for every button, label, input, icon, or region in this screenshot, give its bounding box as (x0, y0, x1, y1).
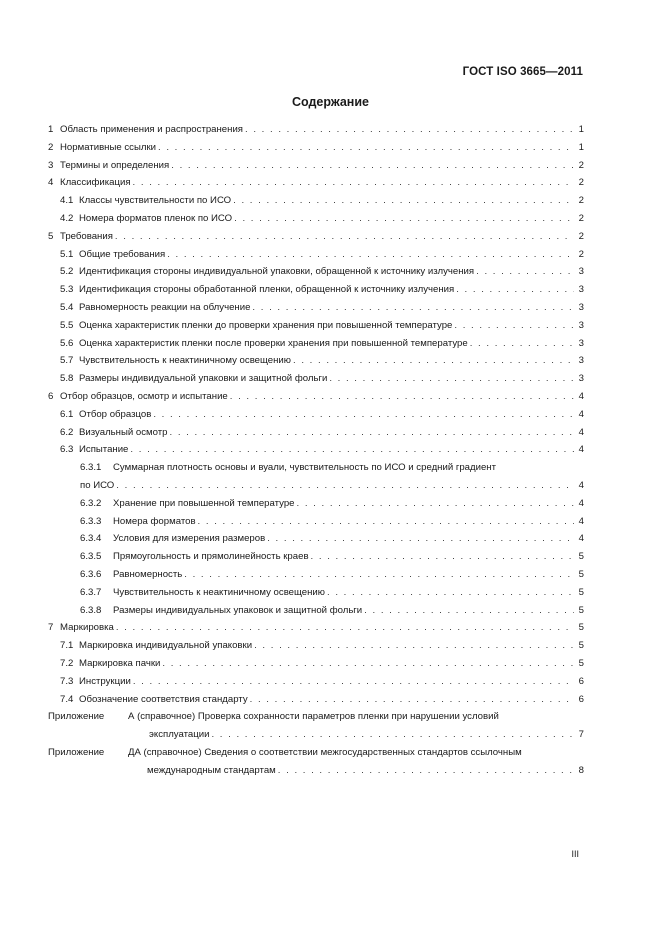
toc-num: 6.3.4 (80, 533, 102, 545)
toc-entry[interactable] (48, 406, 584, 424)
toc-entry[interactable] (48, 317, 584, 335)
toc-entry[interactable] (48, 548, 584, 566)
toc-entry[interactable] (48, 139, 584, 157)
toc-appendix-line2[interactable] (48, 726, 584, 744)
toc-entry[interactable] (48, 441, 584, 459)
toc-num: 5.8 (60, 373, 74, 385)
toc-text: Оценка характеристик пленки до проверки хранения при повышенной температуре (79, 319, 453, 331)
toc-page: 3 (578, 355, 584, 367)
toc-entry[interactable] (48, 584, 584, 602)
toc-leader (133, 174, 574, 192)
toc-appendix-line1[interactable] (48, 708, 584, 726)
toc-text: Классификация (60, 177, 131, 189)
toc-text: А (справочное) Проверка сохранности параметров пленки при нарушении условий (128, 711, 499, 723)
toc-entry[interactable] (48, 121, 584, 139)
toc-text-cont: по ИСО (80, 479, 115, 491)
toc-leader (169, 424, 574, 442)
toc-leader (167, 246, 574, 264)
toc-entry[interactable] (48, 246, 584, 264)
toc-page: 6 (578, 675, 584, 687)
toc-leader (130, 441, 574, 459)
toc-page: 3 (578, 337, 584, 349)
toc-entry[interactable] (48, 228, 584, 246)
toc-appendix-line1[interactable] (48, 744, 584, 762)
toc-page: 1 (578, 141, 584, 153)
toc-page: 2 (578, 177, 584, 189)
toc-leader (293, 352, 574, 370)
toc-leader (456, 281, 574, 299)
toc-page: 4 (578, 533, 584, 545)
toc-leader (297, 495, 575, 513)
toc-page: 5 (578, 604, 584, 616)
toc-entry[interactable] (48, 281, 584, 299)
toc-text: Размеры индивидуальной упаковки и защитной фольги (79, 373, 328, 385)
toc-num: 6.1 (60, 408, 74, 420)
toc-num: 5 (48, 230, 54, 242)
toc-page: 2 (578, 212, 584, 224)
toc-page: 2 (578, 248, 584, 260)
toc-page: 3 (578, 284, 584, 296)
toc-num: 7.2 (60, 657, 74, 669)
toc-entry[interactable] (48, 655, 584, 673)
toc-page: 5 (578, 568, 584, 580)
toc-entry[interactable] (48, 637, 584, 655)
toc-num: 2 (48, 141, 54, 153)
toc-page: 3 (578, 301, 584, 313)
toc-text: Обозначение соответствия стандарту (79, 693, 248, 705)
toc-appendix-label: Приложение (48, 711, 105, 723)
toc-text: Область применения и распространения (60, 124, 243, 135)
toc-text: Нормативные ссылки (60, 141, 157, 153)
toc-leader (198, 513, 574, 531)
toc-text: Отбор образцов, осмотр и испытание (60, 390, 228, 402)
toc-text: Оценка характеристик пленки после проверки хранения при повышенной температуре (79, 337, 468, 349)
toc-page: 4 (578, 497, 584, 509)
toc-text: Чувствительность к неактиничному освещению (79, 355, 291, 367)
toc-leader (250, 691, 574, 709)
toc-leader (329, 370, 574, 388)
toc-text: Идентификация стороны индивидуальной упаковки, обращенной к источнику излучения (79, 266, 475, 278)
toc-text: Требования (60, 230, 113, 242)
toc-entry[interactable] (48, 566, 584, 584)
toc-leader (327, 584, 574, 602)
toc-entry[interactable] (48, 299, 584, 317)
toc-num: 3 (48, 159, 54, 171)
toc-page: 5 (578, 657, 584, 669)
toc-entry[interactable] (48, 513, 584, 531)
toc-text: Общие требования (79, 248, 166, 260)
toc-page: 3 (578, 266, 584, 278)
toc-num: 7.4 (60, 693, 74, 705)
toc-entry[interactable] (48, 691, 584, 709)
toc-page: 2 (578, 230, 584, 242)
toc-text: Хранение при повышенной температуре (113, 497, 295, 509)
toc-text: Суммарная плотность основы и вуали, чувствительность по ИСО и средний градиент (113, 462, 496, 474)
toc-leader (454, 317, 574, 335)
toc-page: 5 (578, 622, 584, 634)
toc-appendix-label: Приложение (48, 746, 105, 758)
toc-num: 6.3.6 (80, 568, 102, 580)
toc-leader (252, 299, 574, 317)
toc-leader (234, 210, 574, 228)
toc-text: Равномерность (113, 568, 183, 580)
toc-page: 3 (578, 373, 584, 385)
toc-num: 1 (48, 124, 54, 135)
toc-appendix-line2[interactable] (48, 762, 584, 780)
toc-num: 4 (48, 177, 54, 189)
toc-entry-line2[interactable] (48, 477, 584, 495)
toc-num: 5.1 (60, 248, 74, 260)
toc-text: ДА (справочное) Сведения о соответствии межгосударственных стандартов ссылочным (128, 746, 522, 758)
toc-entry[interactable] (48, 192, 584, 210)
toc-page: 3 (578, 319, 584, 331)
toc-leader (245, 121, 574, 139)
toc-leader (115, 228, 574, 246)
toc-entry-line1[interactable] (48, 459, 584, 477)
toc-leader (153, 406, 574, 424)
toc-leader (311, 548, 574, 566)
toc-num: 5.4 (60, 301, 74, 313)
toc-entry[interactable] (48, 335, 584, 353)
toc-entry[interactable] (48, 352, 584, 370)
toc-entry[interactable] (48, 424, 584, 442)
toc-text: Визуальный осмотр (79, 426, 168, 438)
toc-text: Маркировка пачки (79, 657, 161, 669)
toc-entry[interactable] (48, 263, 584, 281)
toc-num: 5.6 (60, 337, 74, 349)
toc-num: 7.3 (60, 675, 74, 687)
toc-leader (184, 566, 574, 584)
toc-num: 6 (48, 390, 54, 402)
toc-leader (476, 263, 574, 281)
toc-text: Номера форматов (113, 515, 196, 527)
toc-leader (254, 637, 574, 655)
toc-entry[interactable] (48, 495, 584, 513)
toc-num: 5.2 (60, 266, 74, 278)
toc-num: 6.3.7 (80, 586, 102, 598)
toc-text: Классы чувствительности по ИСО (79, 195, 232, 207)
toc-leader (162, 655, 574, 673)
toc-page: 1 (578, 124, 584, 135)
toc-page: 4 (578, 408, 584, 420)
toc-num: 7 (48, 622, 54, 634)
toc-text: Маркировка (60, 622, 114, 634)
toc-entry[interactable] (48, 619, 584, 637)
toc-page: 7 (578, 729, 584, 741)
toc-num: 7.1 (60, 640, 74, 652)
toc-leader (278, 762, 574, 780)
toc-num: 6.3.2 (80, 497, 102, 509)
toc-page: 6 (578, 693, 584, 705)
toc-num: 5.5 (60, 319, 74, 331)
toc-leader (211, 726, 574, 744)
toc-leader (171, 157, 574, 175)
toc-num: 5.7 (60, 355, 74, 367)
toc-num: 6.3.3 (80, 515, 102, 527)
toc-num: 5.3 (60, 284, 74, 296)
toc-text: Маркировка индивидуальной упаковки (79, 640, 253, 652)
toc-text: Термины и определения (60, 159, 170, 171)
toc-num: 6.3 (60, 444, 74, 456)
toc-num: 6.3.1 (80, 462, 102, 474)
page-number: III (571, 849, 579, 859)
table-of-contents (48, 121, 584, 779)
toc-page: 4 (578, 390, 584, 402)
toc-entry[interactable] (48, 530, 584, 548)
toc-num: 4.2 (60, 212, 74, 224)
toc-page: 8 (578, 764, 584, 776)
toc-entry[interactable] (48, 388, 584, 406)
toc-text-cont: эксплуатации (149, 729, 210, 741)
toc-page: 4 (578, 479, 584, 491)
toc-text: Условия для измерения размеров (113, 533, 266, 545)
toc-num: 4.1 (60, 195, 74, 207)
toc-text: Прямоугольность и прямолинейность краев (113, 551, 309, 563)
toc-num: 6.3.8 (80, 604, 102, 616)
document-code: ГОСТ ISO 3665—2011 (462, 66, 583, 78)
toc-leader (364, 602, 574, 620)
toc-text-cont: международным стандартам (147, 764, 276, 776)
toc-page: 5 (578, 586, 584, 598)
toc-entry[interactable] (48, 602, 584, 620)
toc-text: Размеры индивидуальных упаковок и защитной фольги (113, 604, 363, 616)
toc-page: 5 (578, 551, 584, 563)
toc-text: Инструкции (79, 675, 131, 687)
toc-leader (133, 673, 574, 691)
toc-entry[interactable] (48, 370, 584, 388)
toc-page: 4 (578, 444, 584, 456)
toc-entry[interactable] (48, 210, 584, 228)
toc-text: Номера форматов пленок по ИСО (79, 212, 233, 224)
toc-leader (233, 192, 574, 210)
toc-leader (116, 477, 574, 495)
toc-leader (116, 619, 574, 637)
toc-num: 6.3.5 (80, 551, 102, 563)
toc-page: 4 (578, 426, 584, 438)
toc-page: 5 (578, 640, 584, 652)
toc-leader (230, 388, 574, 406)
toc-leader (158, 139, 574, 157)
toc-text: Чувствительность к неактиничному освещению (113, 586, 325, 598)
toc-text: Идентификация стороны обработанной пленки, обращенной к источнику излучения (79, 284, 455, 296)
toc-title: Содержание (291, 95, 369, 109)
toc-leader (267, 530, 574, 548)
toc-text: Равномерность реакции на облучение (79, 301, 251, 313)
toc-text: Испытание (79, 444, 129, 456)
toc-entry[interactable] (48, 174, 584, 192)
toc-num: 6.2 (60, 426, 74, 438)
toc-page: 4 (578, 515, 584, 527)
toc-entry[interactable] (48, 673, 584, 691)
toc-page: 2 (578, 159, 584, 171)
toc-text: Отбор образцов (79, 408, 152, 420)
toc-entry[interactable] (48, 157, 584, 175)
toc-page: 2 (578, 195, 584, 207)
toc-leader (470, 335, 574, 353)
